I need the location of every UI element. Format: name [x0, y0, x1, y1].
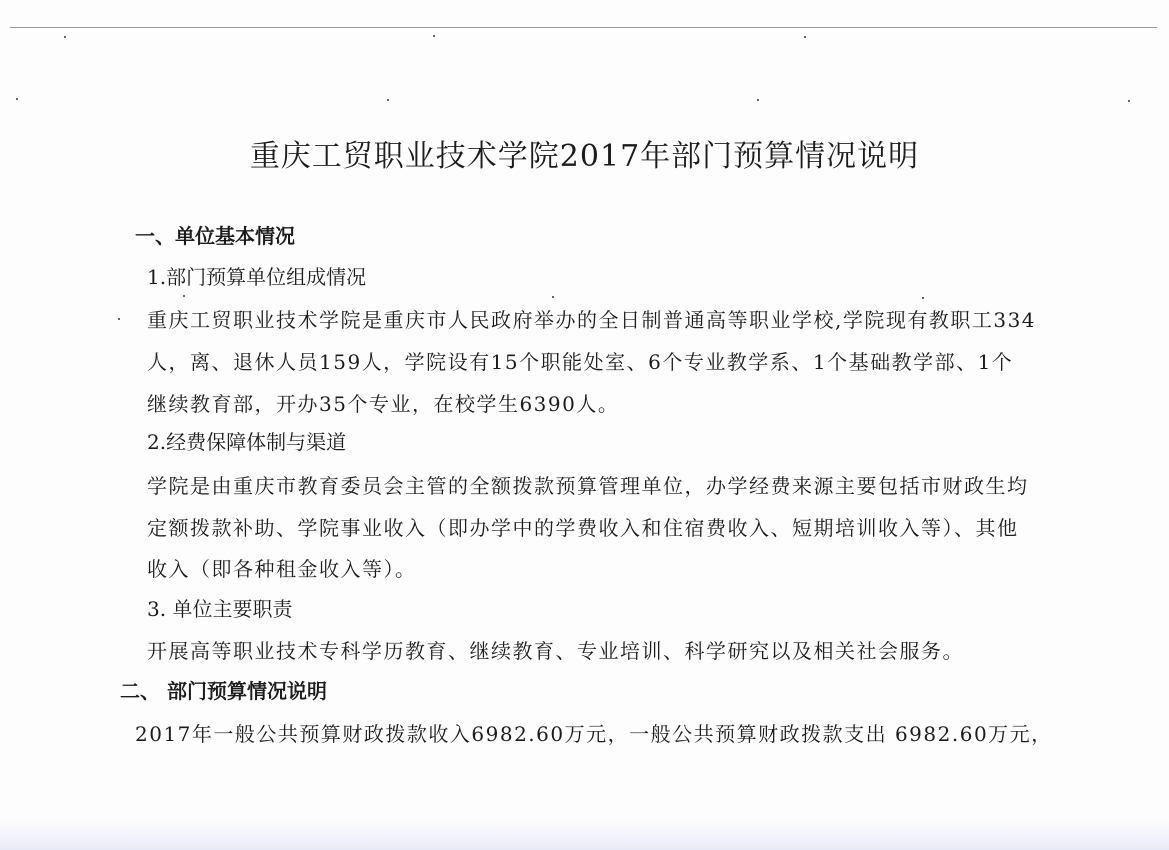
paragraph-line: 重庆工贸职业技术学院是重庆市人民政府举办的全日制普通高等职业学校,学院现有教职工334	[147, 308, 1037, 332]
subsection-2-heading: 2.经费保障体制与渠道	[147, 430, 347, 454]
section-2-heading: 二、 部门预算情况说明	[120, 679, 327, 703]
scan-speck	[118, 318, 120, 320]
scan-speck	[757, 99, 759, 101]
paragraph-line: 定额拨款补助、学院事业收入（即办学中的学费收入和住宿费收入、短期培训收入等）、其他	[147, 516, 1019, 540]
scan-speck	[922, 297, 924, 299]
paragraph-line: 开展高等职业技术专科学历教育、继续教育、专业培训、科学研究以及相关社会服务。	[147, 639, 964, 663]
paragraph-line: 继续教育部，开办35个专业，在校学生6390人。	[147, 392, 620, 416]
subsection-3-heading: 3. 单位主要职责	[147, 597, 293, 621]
scan-speck	[804, 36, 806, 38]
subsection-1-heading: 1.部门预算单位组成情况	[147, 265, 367, 289]
scan-speck	[16, 98, 18, 100]
scan-speck	[552, 296, 554, 298]
paragraph-line: 人，离、退休人员159人，学院设有15个职能处室、6个专业教学系、1个基础教学部、1个	[147, 350, 1014, 374]
top-border-line	[10, 27, 1157, 28]
scan-speck	[433, 35, 435, 37]
paragraph-line: 学院是由重庆市教育委员会主管的全额拨款预算管理单位，办学经费来源主要包括市财政生均	[147, 474, 1029, 498]
scan-speck	[64, 36, 66, 38]
scan-bottom-shadow	[0, 820, 1169, 850]
scan-speck	[1128, 100, 1130, 102]
paragraph-line: 收入（即各种租金收入等）。	[147, 557, 417, 581]
paragraph-line: 2017年一般公共预算财政拨款收入6982.60万元，一般公共预算财政拨款支出 6982.60万元，	[135, 722, 1053, 746]
scan-speck	[387, 99, 389, 101]
scan-speck	[183, 295, 185, 297]
document-title: 重庆工贸职业技术学院2017年部门预算情况说明	[249, 139, 920, 174]
section-1-heading: 一、单位基本情况	[135, 224, 295, 248]
